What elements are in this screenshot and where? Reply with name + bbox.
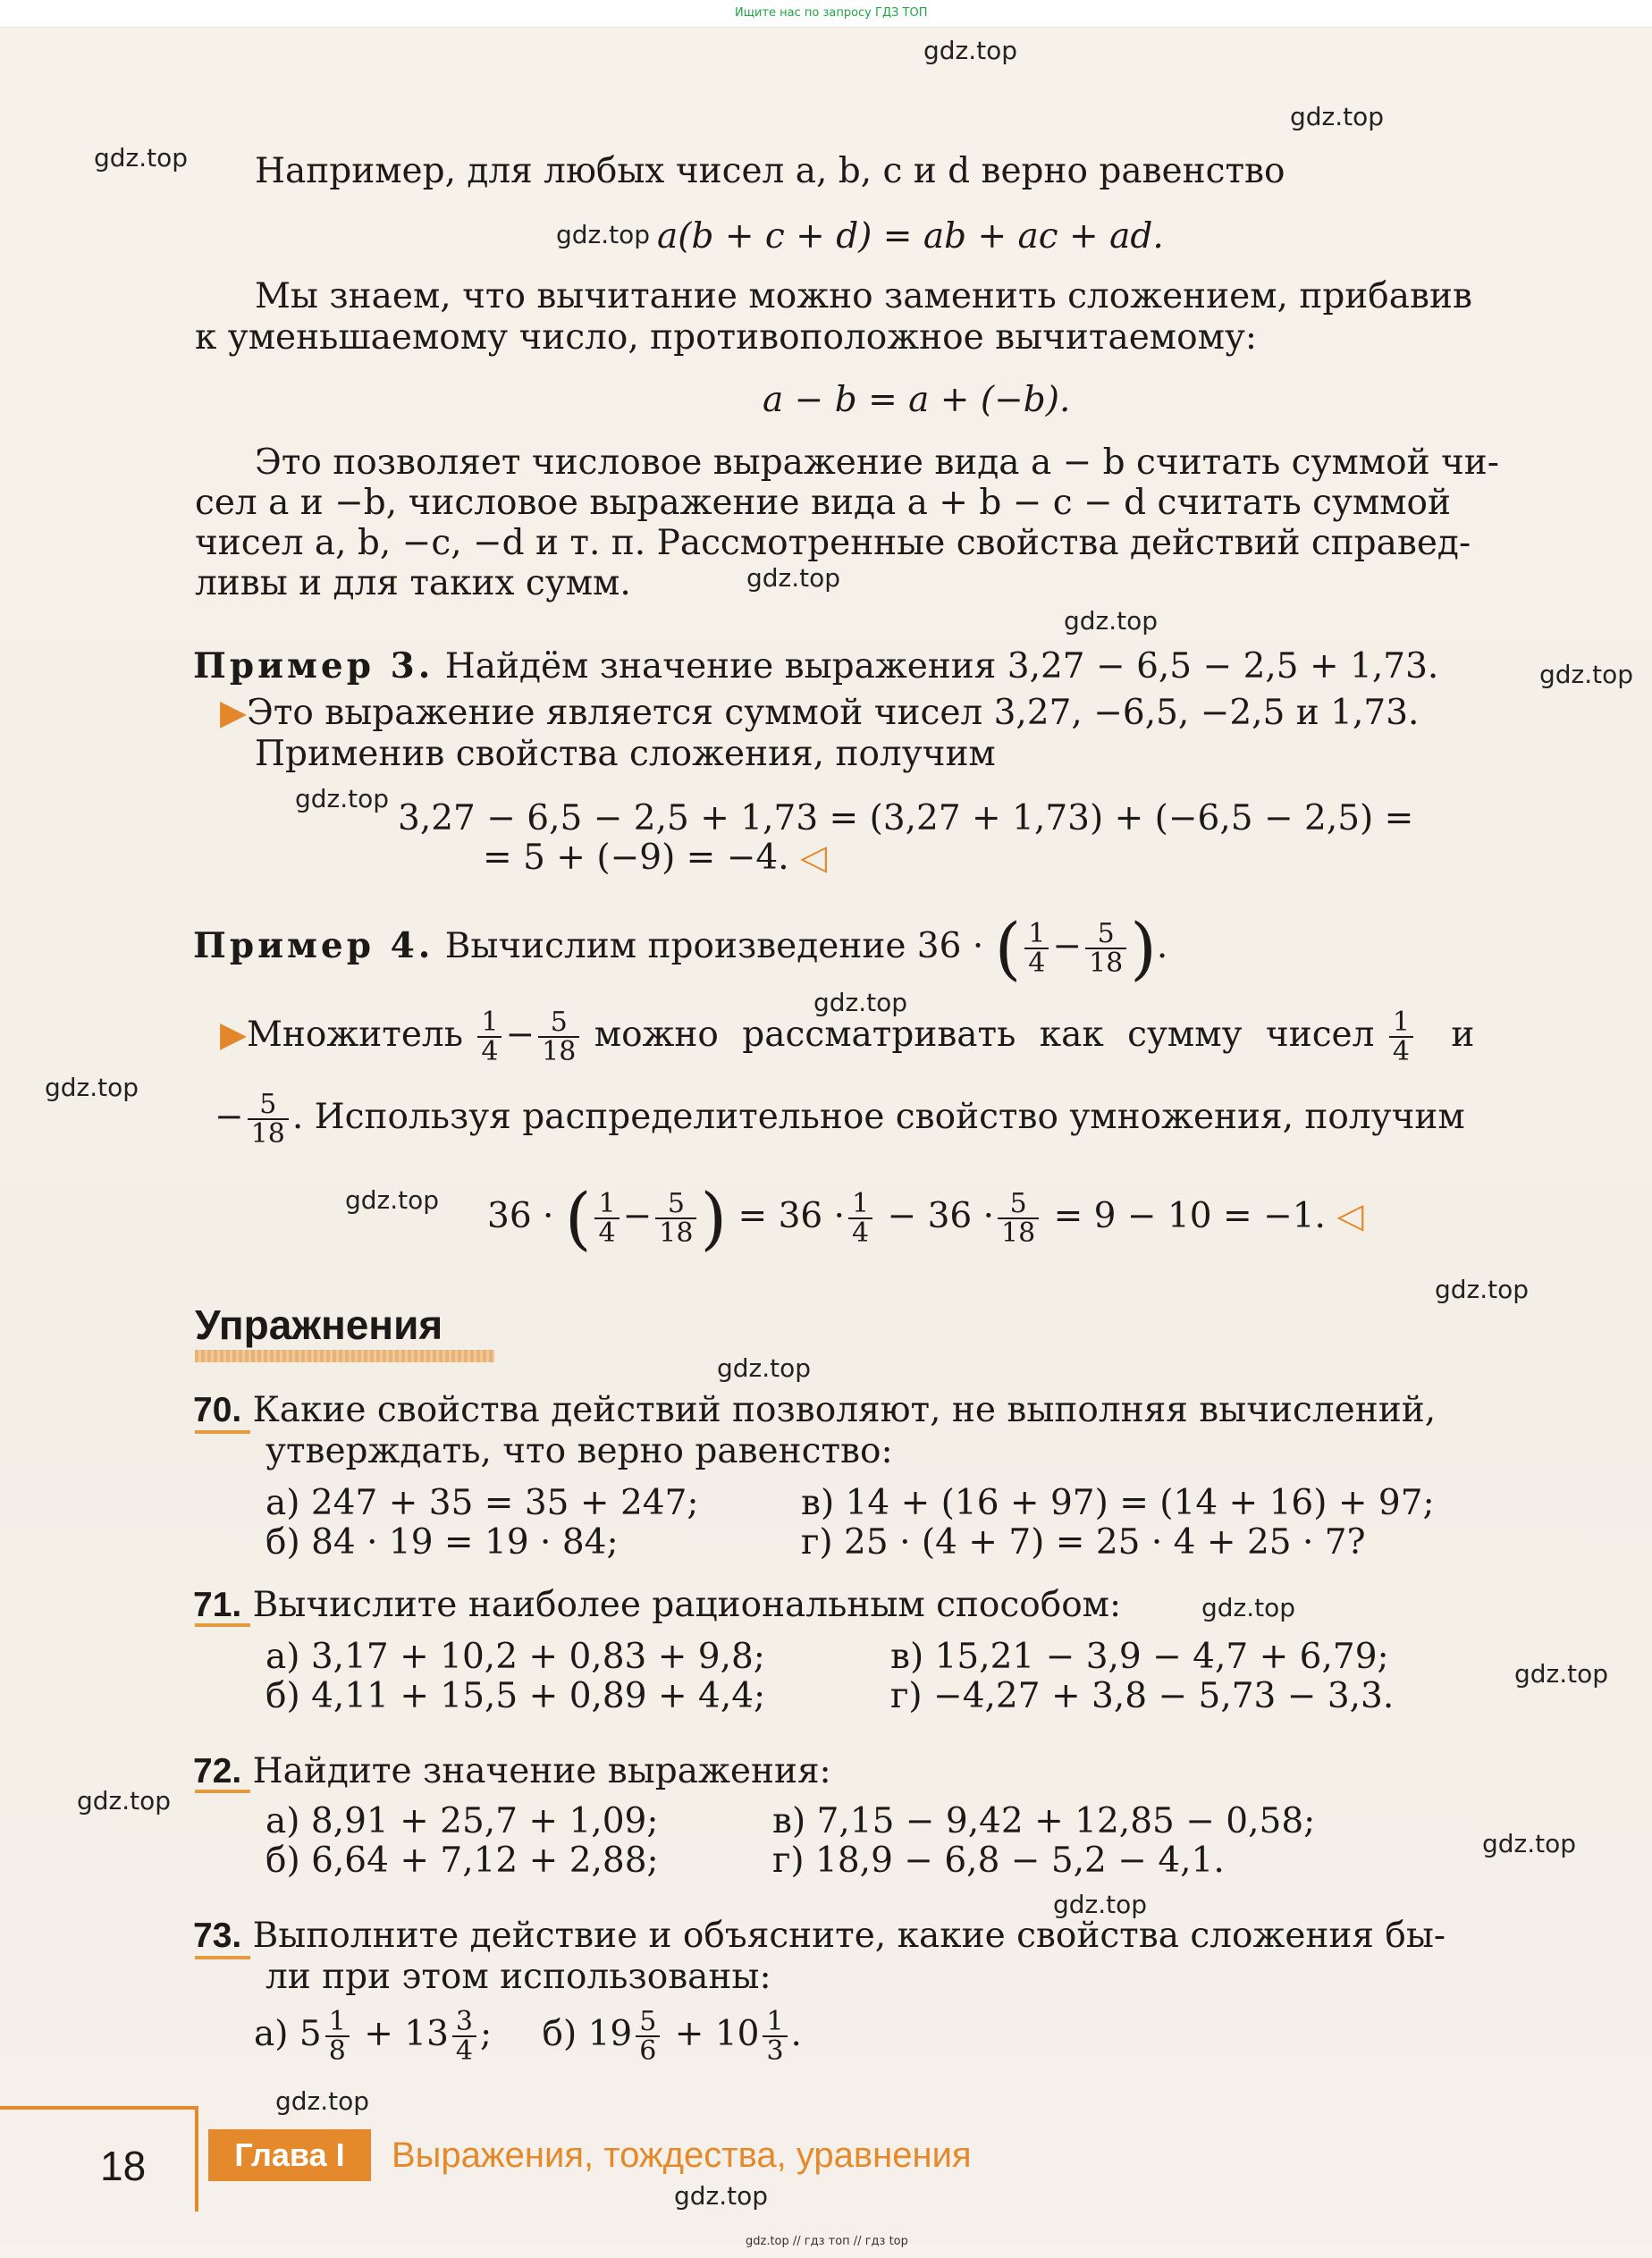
exercise-70-text-1: 70. Какие свойства действий позволяют, не выполняя вычислений, — [193, 1390, 1437, 1430]
exercise-underline — [195, 1430, 250, 1434]
exercise-71-b: б) 4,11 + 15,5 + 0,89 + 4,4; — [266, 1676, 766, 1716]
example-4-solution-2: − $\frac{5}{18}$ . Используя распределительное свойство умножения, получим — [215, 1088, 1465, 1150]
example-3-label: Пример 3. — [193, 645, 434, 687]
example-3-solution-text: Это выражение является суммой чисел 3,27, −6,5, −2,5 и 1,73. — [247, 693, 1420, 733]
watermark: gdz.top — [923, 36, 1018, 65]
exercise-72-g: г) 18,9 − 6,8 − 5,2 − 4,1. — [772, 1841, 1225, 1881]
chapter-title: Выражения, тождества, уравнения — [392, 2136, 972, 2175]
exercise-72-b: б) 6,64 + 7,12 + 2,88; — [266, 1841, 659, 1881]
solution-marker-icon: ▶ — [220, 1015, 247, 1055]
intro-line-5: сел a и −b, числовое выражение вида a + b − c − d считать суммой — [195, 483, 1452, 523]
watermark: gdz.top — [717, 1353, 812, 1383]
watermark: gdz.top — [1482, 1829, 1577, 1858]
fraction: $\frac{3}{4}$ — [452, 2008, 476, 2066]
watermark: gdz.top — [1514, 1659, 1609, 1689]
example-4-solution-1: ▶Множитель $\frac{1}{4}$ − $\frac{5}{18}$ можно рассматривать как сумму чисел $\frac{1}{4}$ и — [220, 1006, 1475, 1067]
paren-open: ( — [994, 908, 1022, 988]
example-4-text: Вычислим произведение 36 · — [444, 926, 984, 966]
exercise-71-a: а) 3,17 + 10,2 + 0,83 + 9,8; — [266, 1637, 765, 1677]
watermark: gdz.top — [1290, 102, 1385, 131]
solution-end-icon: ◁ — [800, 838, 828, 878]
watermark: gdz.top — [94, 143, 189, 173]
exercise-underline — [195, 1956, 250, 1959]
watermark: gdz.top — [1053, 1890, 1148, 1919]
exercise-70-v: в) 14 + (16 + 97) = (14 + 16) + 97; — [801, 1483, 1435, 1523]
example-3-statement — [193, 645, 1439, 687]
fraction: $\frac{5}{18}$ — [1085, 920, 1126, 978]
watermark: gdz.top — [45, 1073, 139, 1102]
fraction: $\frac{1}{4}$ — [1389, 1008, 1413, 1066]
watermark: gdz.top — [275, 2086, 370, 2116]
watermark: gdz.top — [746, 563, 841, 593]
example-3-calc-1: 3,27 − 6,5 − 2,5 + 1,73 = (3,27 + 1,73) + (−6,5 − 2,5) = — [398, 798, 1414, 838]
example-4-calc: 36 · ( $\frac{1}{4}$ − $\frac{5}{18}$ ) = 36 · $\frac{1}{4}$ − 36 · $\frac{5}{18}$ = 9 − 10 = −1. ◁ — [487, 1178, 1364, 1258]
solution-end-icon: ◁ — [1336, 1196, 1364, 1236]
watermark: gdz.top — [1539, 660, 1634, 689]
exercise-73-items: а) 5 $\frac{1}{8}$ + 13 $\frac{3}{4}$ ; б) 19 $\frac{5}{6}$ + 10 $\frac{1}{3}$ . — [254, 2005, 802, 2067]
watermark: gdz.top — [1201, 1593, 1296, 1622]
exercise-72-number: 72. — [193, 1752, 242, 1790]
example-3-text: Найдём значение выражения 3,27 − 6,5 − 2,5 + 1,73. — [444, 646, 1439, 687]
intro-line-4: Это позволяет числовое выражение вида a − b считать суммой чи- — [255, 442, 1499, 483]
exercise-73-text-1: 73. Выполните действие и объясните, какие свойства сложения бы- — [193, 1916, 1446, 1956]
intro-line-1: Например, для любых чисел a, b, c и d верно равенство — [255, 151, 1285, 191]
example-4-statement: Пример 4. Вычислим произведение 36 · ( $\frac{1}{4}$ − $\frac{5}{18}$ ). — [193, 908, 1168, 988]
example-3-calc-2-text: = 5 + (−9) = −4. — [483, 838, 789, 878]
top-note: Ищите нас по запросу ГДЗ ТОП — [735, 6, 928, 20]
example-3-solution-2: Применив свойства сложения, получим — [255, 734, 996, 774]
exercise-71-g: г) −4,27 + 3,8 − 5,73 − 3,3. — [890, 1676, 1395, 1716]
watermark: gdz.top — [813, 988, 908, 1017]
paren-close: ) — [1130, 908, 1157, 988]
exercise-71-text: 71. Вычислите наиболее рациональным способом: — [193, 1585, 1122, 1625]
example-4-label: Пример 4. — [193, 925, 434, 966]
watermark: gdz.top — [556, 220, 651, 249]
formula-distributive: a(b + c + d) = ab + ac + ad. — [657, 216, 1164, 257]
fraction: $\frac{5}{18}$ — [538, 1008, 579, 1066]
example-3-calc-2 — [483, 838, 828, 878]
watermark: gdz.top — [674, 2181, 769, 2211]
exercise-72-a: а) 8,91 + 25,7 + 1,09; — [266, 1801, 659, 1841]
fraction: $\frac{1}{4}$ — [594, 1190, 619, 1248]
exercise-70-b: б) 84 · 19 = 19 · 84; — [266, 1522, 619, 1563]
top-bar — [0, 0, 1652, 28]
exercise-70-text-2: утверждать, что верно равенство: — [266, 1431, 893, 1471]
exercise-72-text: 72. Найдите значение выражения: — [193, 1751, 831, 1791]
exercise-71-number: 71. — [193, 1586, 242, 1624]
formula-subtraction: a − b = a + (−b). — [763, 380, 1071, 420]
fraction: $\frac{1}{4}$ — [477, 1008, 502, 1066]
intro-line-6: чисел a, b, −c, −d и т. п. Рассмотренные свойства действий справед- — [195, 523, 1471, 563]
exercise-73-text-2: ли при этом использованы: — [266, 1957, 771, 1997]
section-title: Упражнения — [195, 1302, 443, 1348]
watermark: gdz.top — [77, 1786, 172, 1816]
section-underline — [195, 1350, 494, 1362]
fraction: $\frac{5}{18}$ — [655, 1190, 696, 1248]
watermark: gdz.top — [1064, 606, 1159, 636]
fraction: $\frac{1}{4}$ — [848, 1190, 872, 1248]
bottom-note: gdz.top // гдз топ // гдз top — [746, 2235, 908, 2248]
fraction: $\frac{1}{3}$ — [763, 2008, 787, 2066]
watermark: gdz.top — [295, 784, 390, 813]
intro-line-3: к уменьшаемому число, противоположное вычитаемому: — [195, 317, 1258, 358]
fraction: $\frac{5}{18}$ — [998, 1190, 1039, 1248]
exercise-71-v: в) 15,21 − 3,9 − 4,7 + 6,79; — [890, 1637, 1389, 1677]
intro-line-2: Мы знаем, что вычитание можно заменить сложением, прибавив — [255, 276, 1472, 316]
fraction: $\frac{1}{8}$ — [325, 2008, 350, 2066]
footer-border-top — [0, 2106, 197, 2110]
chapter-label: Глава I — [208, 2129, 371, 2181]
intro-line-7: ливы и для таких сумм. — [195, 563, 631, 603]
watermark: gdz.top — [1435, 1275, 1530, 1304]
footer-border-side — [195, 2106, 198, 2212]
example-3-solution-1 — [220, 693, 1420, 733]
page-number: 18 — [100, 2143, 147, 2189]
exercise-72-v: в) 7,15 − 9,42 + 12,85 − 0,58; — [772, 1801, 1316, 1841]
exercise-70-g: г) 25 · (4 + 7) = 25 · 4 + 25 · 7? — [801, 1522, 1366, 1563]
fraction: $\frac{1}{4}$ — [1024, 920, 1049, 978]
exercise-70-a: а) 247 + 35 = 35 + 247; — [266, 1483, 699, 1523]
solution-marker-icon: ▶ — [220, 693, 247, 733]
fraction: $\frac{5}{6}$ — [636, 2008, 660, 2066]
exercise-70-number: 70. — [193, 1391, 242, 1429]
fraction: $\frac{5}{18}$ — [248, 1091, 289, 1149]
exercise-73-number: 73. — [193, 1917, 242, 1955]
watermark: gdz.top — [345, 1185, 440, 1215]
